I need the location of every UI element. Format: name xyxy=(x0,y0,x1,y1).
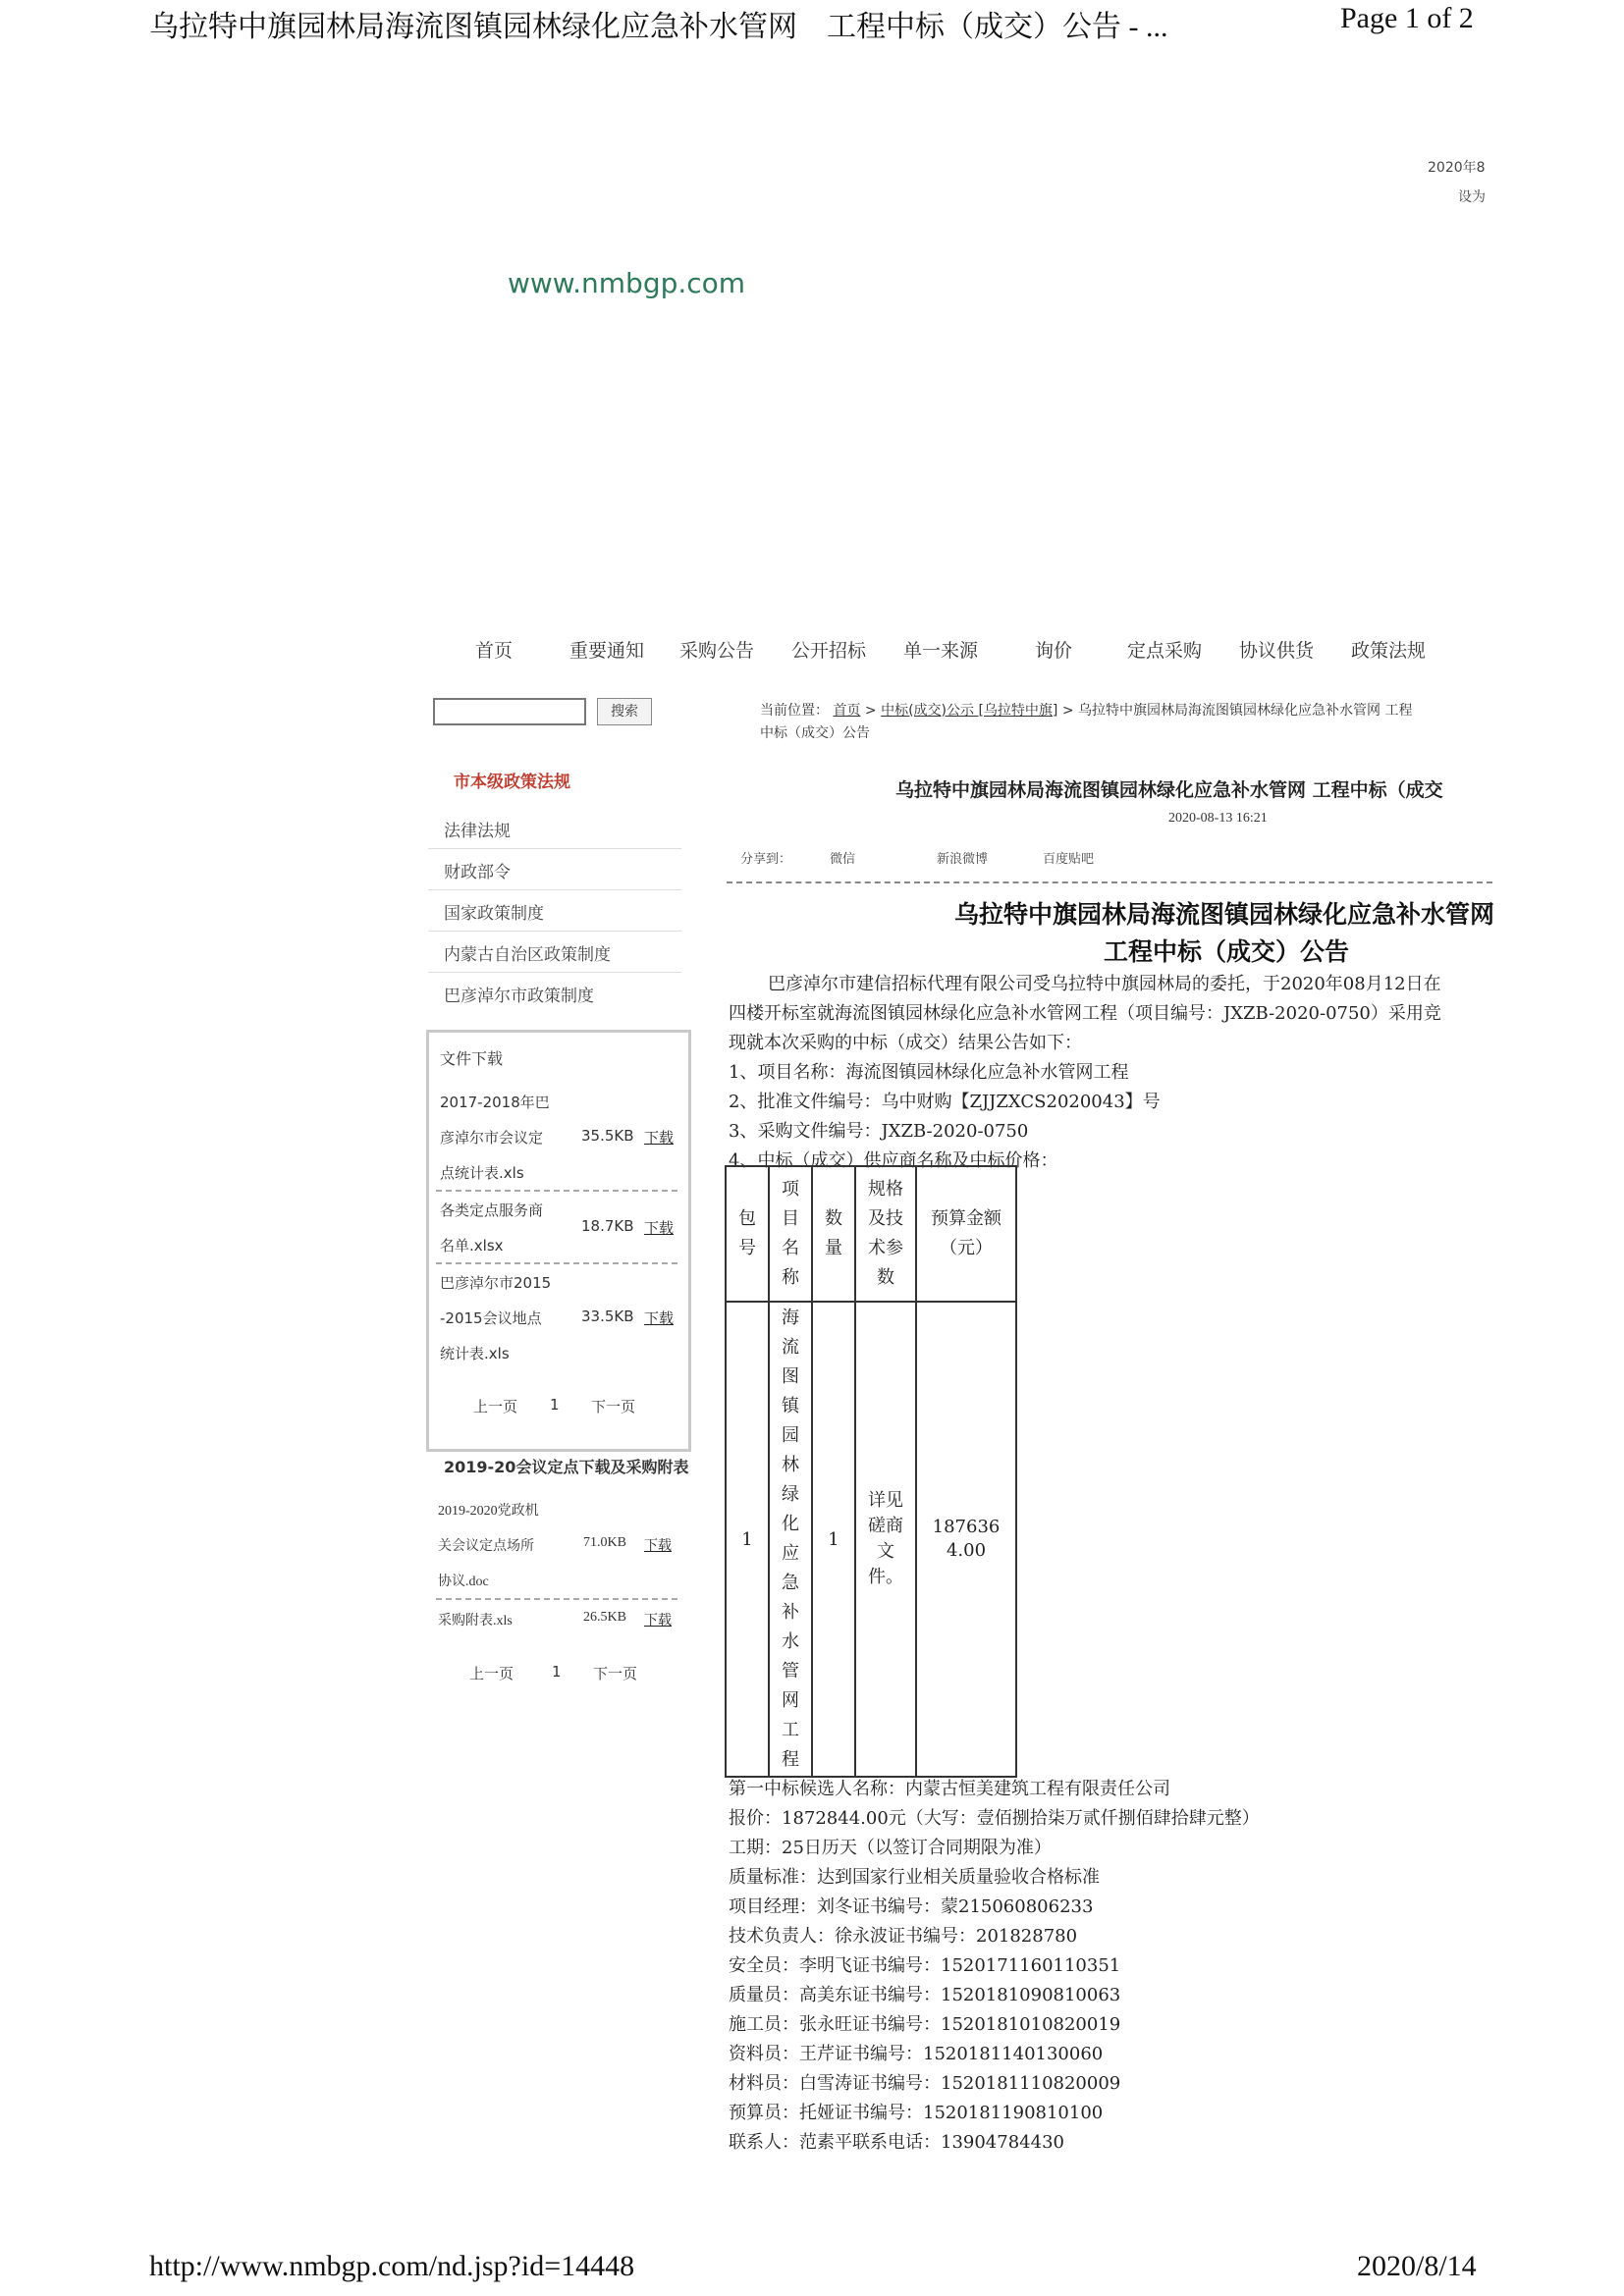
file-size: 26.5KB xyxy=(583,1610,626,1625)
intro-line2: 四楼开标室就海流图镇园林绿化应急补水管网工程（项目编号：JXZB-2020-0750）采用竞 xyxy=(729,1003,1441,1024)
file-size: 35.5KB xyxy=(581,1127,634,1145)
cell-budget: 187636 4.00 xyxy=(916,1302,1016,1777)
file-size: 18.7KB xyxy=(581,1217,634,1235)
file-name-line: 点统计表.xls xyxy=(440,1164,524,1182)
file-name-line: 各类定点服务商 xyxy=(440,1201,544,1219)
file-name-line: 2017-2018年巴 xyxy=(440,1094,550,1111)
file-size: 33.5KB xyxy=(581,1308,634,1325)
detail-manager: 项目经理：刘冬证书编号：蒙215060806233 xyxy=(729,1896,1094,1917)
site-url-logo: www.nmbgp.com xyxy=(508,267,746,299)
nav-notices[interactable]: 重要通知 xyxy=(569,640,645,662)
pager-next[interactable]: 下一页 xyxy=(593,1665,638,1682)
nav-agreement[interactable]: 协议供货 xyxy=(1239,640,1315,662)
item-project-name: 1、项目名称：海流图镇园林绿化应急补水管网工程 xyxy=(729,1062,1129,1083)
detail-materials: 材料员：白雪涛证书编号：1520181110820009 xyxy=(729,2073,1121,2094)
top-date: 2020年8 xyxy=(1428,160,1486,176)
article-title-line1: 乌拉特中旗园林局海流图镇园林绿化应急补水管网 xyxy=(954,900,1495,929)
policy-item-region[interactable]: 内蒙古自治区政策制度 xyxy=(444,945,611,965)
search-input[interactable] xyxy=(433,698,586,725)
item-procurement-number: 3、采购文件编号：JXZB-2020-0750 xyxy=(729,1121,1029,1142)
pdf-footer-date: 2020/8/14 xyxy=(1357,2250,1477,2282)
divider xyxy=(428,889,681,890)
share-label: 分享到： xyxy=(740,852,792,867)
nav-inquiry[interactable]: 询价 xyxy=(1035,640,1073,662)
file-name-line: -2015会议地点 xyxy=(440,1309,542,1327)
policy-item-national[interactable]: 国家政策制度 xyxy=(444,904,544,924)
breadcrumb-label: 当前位置： xyxy=(760,703,829,719)
divider xyxy=(428,848,681,849)
share-wechat[interactable]: 微信 xyxy=(830,852,856,867)
header-budget: 预算金额（元） xyxy=(916,1166,1016,1302)
share-weibo[interactable]: 新浪微博 xyxy=(937,852,989,867)
header-qty: 数量 xyxy=(812,1166,855,1302)
detail-contact: 联系人：范素平联系电话：13904784430 xyxy=(729,2132,1064,2153)
pager-prev[interactable]: 上一页 xyxy=(469,1665,514,1682)
pager-prev[interactable]: 上一页 xyxy=(473,1398,518,1415)
detail-safety: 安全员：李明飞证书编号：1520171160110351 xyxy=(729,1955,1121,1976)
header-pkg: 包号 xyxy=(726,1166,769,1302)
intro-line1: 巴彦淖尔市建信招标代理有限公司受乌拉特中旗园林局的委托，于2020年08月12日在 xyxy=(768,974,1441,994)
divider xyxy=(428,972,681,973)
nav-tender[interactable]: 公开招标 xyxy=(791,640,867,662)
breadcrumb-sep: > xyxy=(864,703,877,719)
divider xyxy=(428,931,681,932)
detail-price: 报价：1872844.00元（大写：壹佰捌拾柒万贰仟捌佰肆拾肆元整） xyxy=(729,1808,1260,1829)
detail-budget-officer: 预算员：托娅证书编号：1520181190810100 xyxy=(729,2103,1104,2123)
download-link[interactable]: 下载 xyxy=(644,1309,675,1327)
detail-candidate: 第一中标候选人名称：内蒙古恒美建筑工程有限责任公司 xyxy=(729,1779,1170,1799)
pager-num[interactable]: 1 xyxy=(552,1663,562,1681)
header-name: 项目名称 xyxy=(769,1166,812,1302)
policy-item-laws[interactable]: 法律法规 xyxy=(444,822,511,841)
item-approval-number: 2、批准文件编号：乌中财购【ZJJZXCS2020043】号 xyxy=(729,1092,1161,1112)
detail-period: 工期：25日历天（以签订合同期限为准） xyxy=(729,1838,1052,1858)
breadcrumb-current-cont: 中标（成交）公告 xyxy=(760,725,870,741)
pager-num[interactable]: 1 xyxy=(550,1396,560,1414)
nav-policy[interactable]: 政策法规 xyxy=(1351,640,1427,662)
download-link[interactable]: 下载 xyxy=(644,1614,672,1629)
article-head-title: 乌拉特中旗园林局海流图镇园林绿化应急补水管网 工程中标（成交 xyxy=(895,779,1443,801)
download-link[interactable]: 下载 xyxy=(644,1129,675,1147)
file-name-line: 巴彦淖尔市2015 xyxy=(440,1274,552,1292)
file-name-line: 协议.doc xyxy=(438,1575,489,1589)
pdf-footer-url: http://www.nmbgp.com/nd.jsp?id=14448 xyxy=(149,2250,635,2282)
breadcrumb-current: 乌拉特中旗园林局海流图镇园林绿化应急补水管网 工程 xyxy=(1078,703,1413,719)
nav-single-source[interactable]: 单一来源 xyxy=(903,640,979,662)
article-title-line2: 工程中标（成交）公告 xyxy=(1104,937,1350,966)
share-tieba[interactable]: 百度贴吧 xyxy=(1043,852,1095,867)
cell-qty: 1 xyxy=(812,1302,855,1777)
breadcrumb xyxy=(760,700,1413,720)
section2-title: 2019-20会议定点下载及采购附表 xyxy=(444,1458,689,1476)
header-spec: 规格及技术参数 xyxy=(855,1166,916,1302)
file-name-line: 关会议定点场所 xyxy=(438,1539,534,1554)
pager-next[interactable]: 下一页 xyxy=(591,1398,636,1415)
policy-item-city[interactable]: 巴彦淖尔市政策制度 xyxy=(444,987,594,1006)
nav-home[interactable]: 首页 xyxy=(475,640,514,662)
file-name-line: 2019-2020党政机 xyxy=(438,1504,539,1519)
intro-line3: 现就本次采购的中标（成交）结果公告如下： xyxy=(729,1033,1082,1053)
award-table xyxy=(725,1165,1017,1778)
file-name-line: 彦淖尔市会议定 xyxy=(440,1129,544,1147)
file-name-line: 统计表.xls xyxy=(440,1345,510,1362)
downloads-title: 文件下载 xyxy=(440,1049,504,1068)
search-button[interactable]: 搜索 xyxy=(597,698,652,725)
item-supplier-heading: 4、中标（成交）供应商名称及中标价格： xyxy=(729,1150,1058,1171)
nav-fixed-point[interactable]: 定点采购 xyxy=(1127,640,1203,662)
policy-title: 市本级政策法规 xyxy=(454,773,570,792)
detail-quality-officer: 质量员：高美东证书编号：1520181090810063 xyxy=(729,1985,1121,2005)
detail-construction: 施工员：张永旺证书编号：1520181010820019 xyxy=(729,2014,1121,2035)
file-size: 71.0KB xyxy=(583,1535,626,1550)
download-link[interactable]: 下载 xyxy=(644,1219,675,1237)
breadcrumb-home[interactable]: 首页 xyxy=(833,703,861,719)
download-link[interactable]: 下载 xyxy=(644,1539,672,1554)
detail-tech-lead: 技术负责人：徐永波证书编号：201828780 xyxy=(729,1926,1078,1947)
detail-quality: 质量标准：达到国家行业相关质量验收合格标准 xyxy=(729,1867,1100,1888)
article-datetime: 2020-08-13 16:21 xyxy=(1168,811,1268,826)
pdf-header-title: 乌拉特中旗园林局海流图镇园林绿化应急补水管网 工程中标（成交）公告 - ... xyxy=(149,11,1168,43)
divider xyxy=(436,1262,677,1264)
file-name-line: 名单.xlsx xyxy=(440,1237,504,1255)
nav-purchase[interactable]: 采购公告 xyxy=(679,640,755,662)
breadcrumb-sep-2: > xyxy=(1061,703,1074,719)
policy-item-ministry[interactable]: 财政部令 xyxy=(444,863,511,882)
divider xyxy=(436,1190,677,1192)
cell-spec: 详见磋商文件。 xyxy=(855,1302,916,1777)
breadcrumb-category[interactable]: 中标(成交)公示 [乌拉特中旗] xyxy=(881,703,1058,719)
cell-pkg: 1 xyxy=(726,1302,769,1777)
set-homepage-link[interactable]: 设为 xyxy=(1458,189,1486,205)
detail-documents: 资料员：王芹证书编号：1520181140130060 xyxy=(729,2044,1104,2064)
divider xyxy=(436,1598,677,1600)
cell-name: 海流图镇园林绿化应急补水管网工程 xyxy=(769,1302,812,1777)
pdf-page-number: Page 1 of 2 xyxy=(1340,2,1474,34)
file-name-line: 采购附表.xls xyxy=(438,1614,513,1629)
divider xyxy=(727,881,1492,883)
